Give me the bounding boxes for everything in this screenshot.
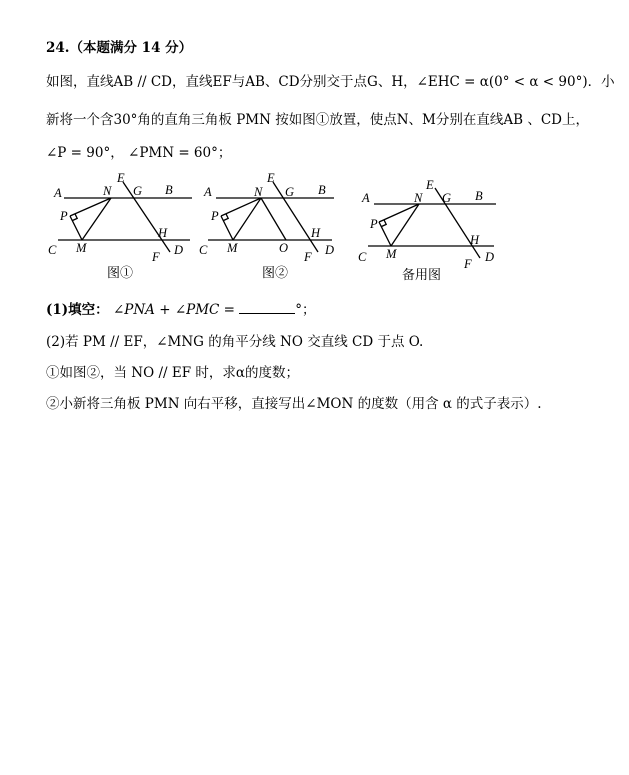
problem-line-1: 如图，直线AB // CD，直线EF与AB、CD分别交于点G、H，∠EHC = α(0° < α < 90°)．小 [46,74,615,90]
label-b: B [165,183,173,197]
problem-heading: 24.（本题满分 14 分） [46,40,193,56]
label-c: C [199,243,208,257]
label-d: D [325,243,335,257]
question-2-part-1: ①如图②，当 NO // EF 时，求α的度数； [46,365,299,381]
label-g: G [442,191,452,205]
question-1-expression: ∠PNA + ∠PMC = [112,302,235,318]
label-f: F [464,257,472,271]
label-p: P [370,217,378,231]
label-m: M [227,241,238,255]
label-c: C [358,250,367,264]
label-m: M [386,247,397,261]
label-h: H [470,233,480,247]
label-n: N [103,184,112,198]
question-2: (2)若 PM // EF，∠MNG 的角平分线 NO 交直线 CD 于点 O. [46,334,424,350]
question-2-part-2: ②小新将三角板 PMN 向右平移，直接写出∠MON 的度数（用含 α 的式子表示）. [46,396,542,412]
question-1 [46,298,316,318]
answer-blank[interactable] [239,301,295,314]
label-p: P [60,209,68,223]
label-a: A [54,186,62,200]
problem-line-2: 新将一个含30°角的直角三角板 PMN 按如图①放置，使点N、M分别在直线AB 、CD上， [46,112,589,128]
label-f: F [304,250,312,262]
question-1-suffix: °； [295,302,316,318]
label-e: E [426,178,434,192]
segment-no [261,198,286,240]
label-f: F [152,250,160,262]
label-b: B [318,183,326,197]
caption-figure-3: 备用图 [402,268,442,283]
label-g: G [285,185,295,199]
label-a: A [204,185,212,199]
label-d: D [485,250,495,264]
label-g: G [133,184,143,198]
label-e: E [267,171,275,185]
problem-line-3: ∠P = 90°， ∠PMN = 60°； [46,145,232,161]
label-n: N [254,185,263,199]
label-h: H [311,226,321,240]
label-a: A [362,191,370,205]
figure-1 [40,170,200,262]
label-m: M [76,241,87,255]
label-o: O [279,241,289,255]
label-b: B [475,189,483,203]
caption-figure-2: 图② [262,266,289,281]
label-p: P [211,209,219,223]
caption-figure-1: 图① [107,266,134,281]
label-d: D [174,243,184,257]
label-c: C [48,243,57,257]
label-n: N [414,191,423,205]
label-h: H [158,226,168,240]
figure-2 [196,170,356,262]
line-ef [123,182,170,252]
question-1-prefix: (1)填空： [46,302,109,318]
figure-3 [354,172,514,272]
label-e: E [117,171,125,185]
